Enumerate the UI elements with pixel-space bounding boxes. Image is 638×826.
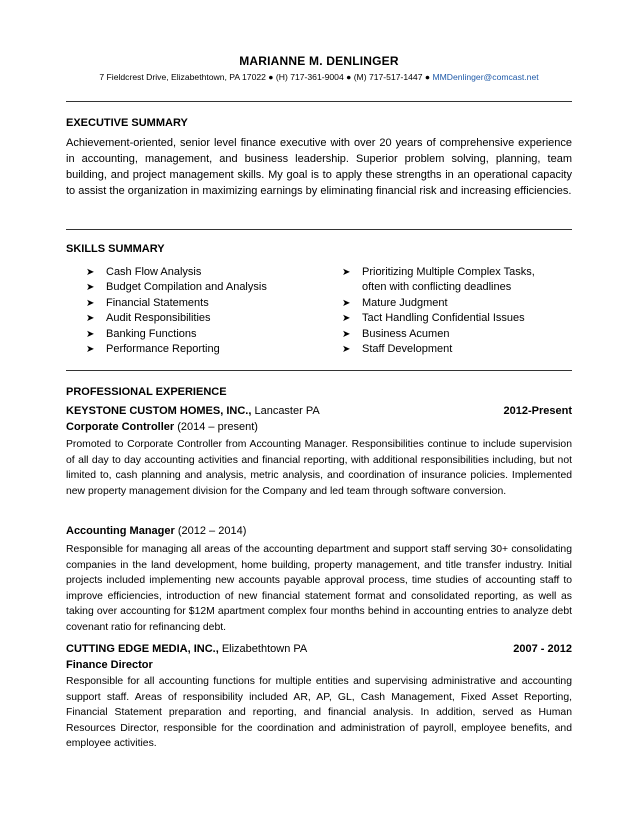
- role-description: Responsible for managing all areas of the accounting department and support staff serving 30+ consolidating companies in the land development, home building, property management, and title transfer industry. Initial projects included implementing new accounts payable approval process, time studies of accounting staff to improve efficiencies, introduction of new financial statement format and consolidated reporting, as well as taking over accounting for $12M apartment complex four months behind in accounting entries to analyze debt covenant ratio for refinancing debt.: [66, 544, 572, 633]
- arrow-bullet-icon: ➤: [342, 297, 351, 309]
- executive-summary-text: Achievement-oriented, senior level finance executive with over 20 years of comprehensive experience in accounting, management, and business leadership. Superior problem solving, planning, team building, and project management skills. My goal is to apply these strengths in an operational capacity to assist the organization in maximizing earnings by eliminating financial risk and increasing efficiencies.: [66, 137, 572, 197]
- job-dates: 2007 - 2012: [513, 643, 572, 655]
- skill-label: Tact Handling Confidential Issues: [362, 312, 525, 325]
- role-dates: (2012 – 2014): [174, 525, 247, 537]
- skill-label: Audit Responsibilities: [106, 312, 211, 325]
- list-item: [86, 327, 326, 342]
- role-heading: [66, 659, 153, 671]
- skill-label: Mature Judgment: [362, 296, 448, 309]
- skill-label: Performance Reporting: [106, 343, 220, 356]
- divider: [66, 370, 572, 371]
- list-item: [342, 265, 572, 296]
- list-item: [342, 311, 572, 326]
- list-item: [86, 296, 326, 311]
- list-item: [342, 296, 572, 311]
- role-description: Responsible for all accounting functions for multiple entities and supervising administrative and accounting support staff. Areas of responsibility included AR, AP, GL, Cash Management, Fixed Asset Reporting, Financial Statement preparation and reporting, and financial analysis. In addition, served as Human Resources Director, responsible for the coordination and administration of payroll, employee benefits, and employee activities.: [66, 676, 572, 750]
- arrow-bullet-icon: ➤: [342, 328, 351, 340]
- candidate-name: MARIANNE M. DENLINGER: [239, 54, 399, 68]
- contact-line: [0, 72, 638, 82]
- skill-label: Budget Compilation and Analysis: [106, 281, 267, 294]
- arrow-bullet-icon: ➤: [86, 313, 95, 325]
- company-name: KEYSTONE CUSTOM HOMES, INC.,: [66, 405, 252, 417]
- divider: [66, 101, 572, 102]
- skill-label: Prioritizing Multiple Complex Tasks,: [362, 266, 535, 278]
- email-link[interactable]: MMDenlinger@comcast.net: [432, 72, 539, 82]
- list-item: [86, 342, 326, 357]
- role-description: Promoted to Corporate Controller from Accounting Manager. Responsibilities continue to include supervision of all day to day accounting activities and financial reporting, with additional responsibilities including, but not limited to, cash planning and analysis, metric analysis, and coordination of insurance policies. Implemented new property management division for the Company and led team through software conversion.: [66, 439, 572, 497]
- arrow-bullet-icon: ➤: [86, 282, 95, 294]
- list-item: [86, 280, 326, 295]
- skills-list-right: [342, 265, 572, 357]
- experience-heading: PROFESSIONAL EXPERIENCE: [66, 386, 227, 398]
- company-location: Elizabethtown PA: [218, 643, 308, 655]
- arrow-bullet-icon: ➤: [342, 267, 351, 278]
- skill-label: Cash Flow Analysis: [106, 266, 202, 278]
- company-location: Lancaster PA: [251, 405, 320, 417]
- arrow-bullet-icon: ➤: [86, 328, 95, 340]
- job-dates: 2012-Present: [503, 405, 572, 417]
- role-dates: (2014 – present): [174, 421, 258, 433]
- employer: [66, 405, 320, 417]
- skills-summary-heading: SKILLS SUMMARY: [66, 243, 165, 255]
- role-title: Finance Director: [66, 659, 153, 671]
- skill-label-continued: often with conflicting deadlines: [362, 281, 512, 294]
- executive-summary-heading: EXECUTIVE SUMMARY: [66, 117, 188, 129]
- contact-details: 7 Fieldcrest Drive, Elizabethtown, PA 17022 ● (H) 717-361-9004 ● (M) 717-517-1447 ●: [99, 72, 433, 82]
- job-header-cutting-edge: [66, 643, 572, 655]
- list-item: [342, 327, 572, 342]
- list-item: [342, 342, 572, 357]
- employer: [66, 643, 307, 655]
- list-item: [86, 265, 326, 280]
- arrow-bullet-icon: ➤: [342, 344, 351, 356]
- skill-label: Banking Functions: [106, 327, 197, 340]
- company-name: CUTTING EDGE MEDIA, INC.,: [66, 643, 219, 655]
- arrow-bullet-icon: ➤: [86, 267, 95, 278]
- list-item: [86, 311, 326, 326]
- skill-label: Staff Development: [362, 343, 453, 356]
- job-header-keystone: [66, 405, 572, 417]
- skill-label: Financial Statements: [106, 296, 209, 309]
- role-title: Accounting Manager: [66, 525, 175, 537]
- skill-label: Business Acumen: [362, 327, 450, 340]
- skills-list-left: [86, 265, 326, 357]
- arrow-bullet-icon: ➤: [86, 344, 95, 356]
- role-title: Corporate Controller: [66, 421, 175, 433]
- divider: [66, 229, 572, 230]
- arrow-bullet-icon: ➤: [86, 297, 95, 309]
- role-heading: [66, 525, 246, 537]
- arrow-bullet-icon: ➤: [342, 313, 351, 325]
- role-heading: [66, 421, 258, 433]
